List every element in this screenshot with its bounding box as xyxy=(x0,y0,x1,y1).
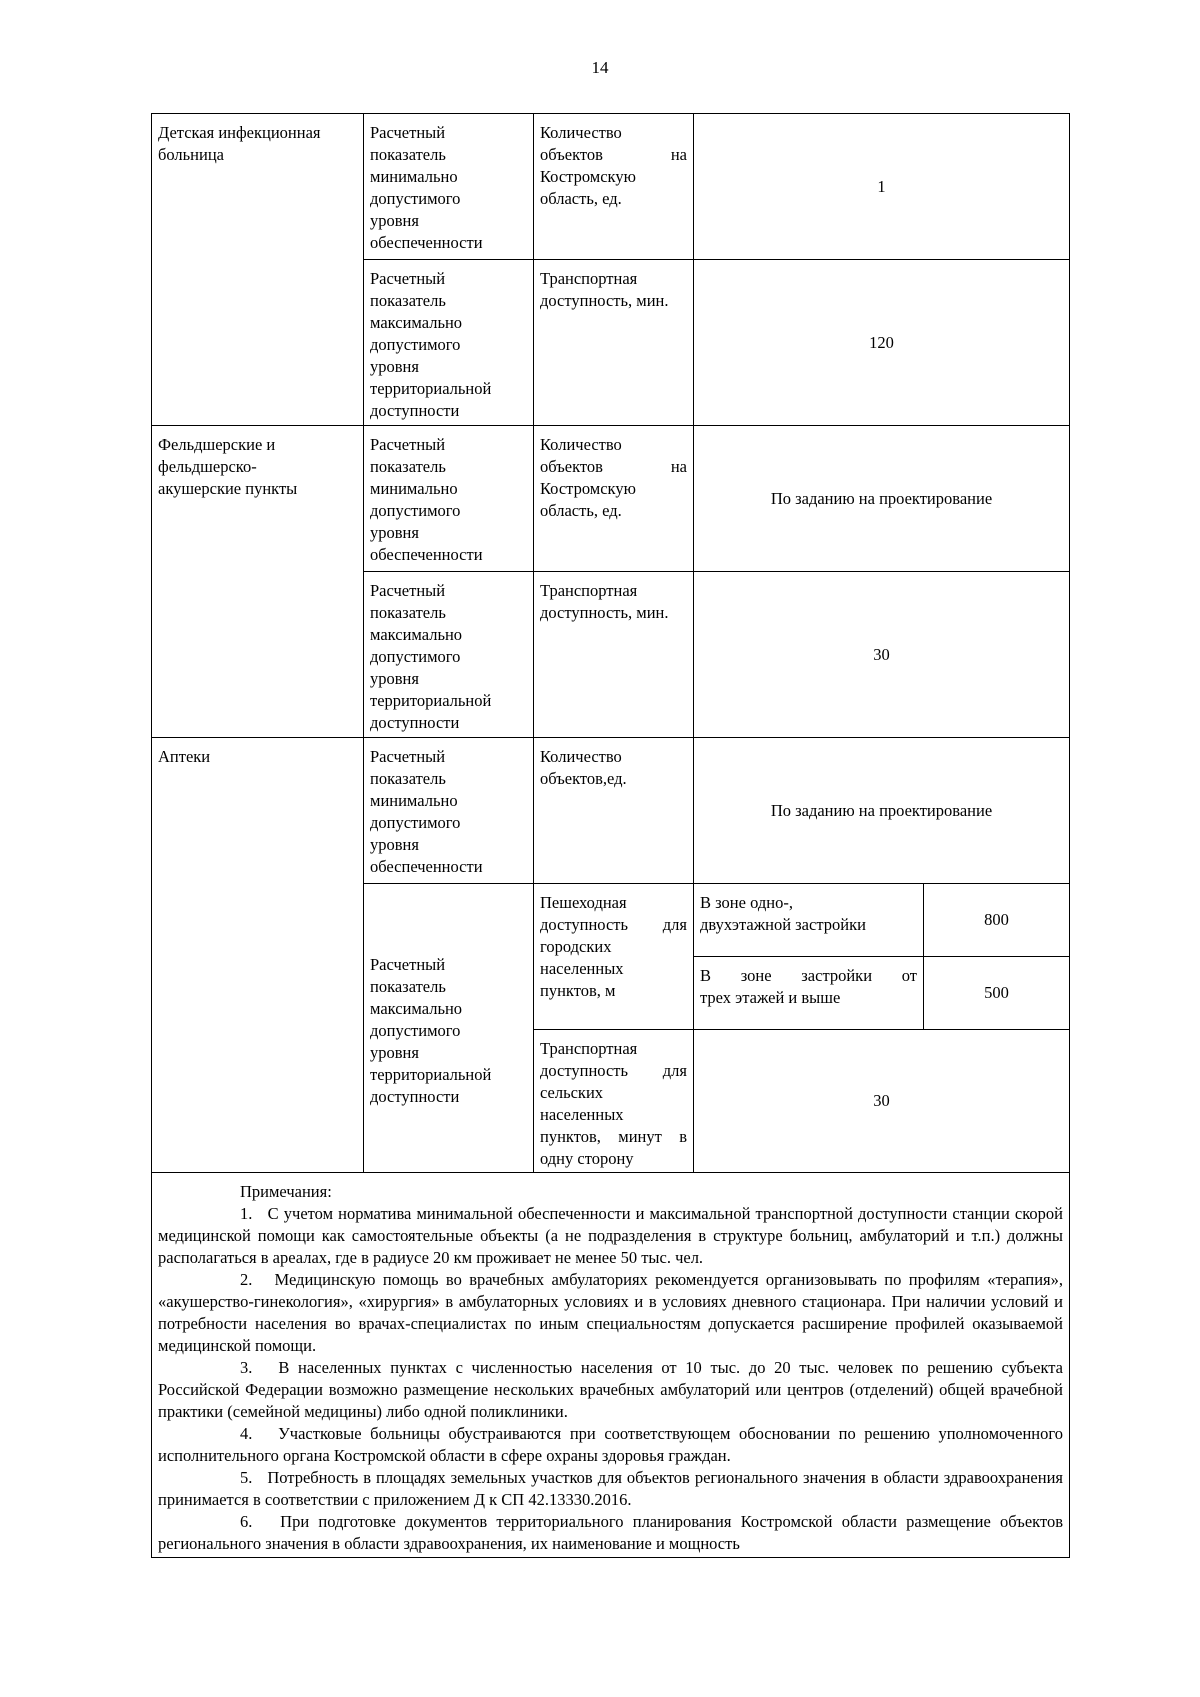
indicator-type xyxy=(364,572,534,738)
indicator-type-text: доступности xyxy=(370,401,460,420)
indicator-unit xyxy=(534,738,694,884)
indicator-unit-text: Костромскую xyxy=(540,167,636,186)
indicator-type-text: Расчетный xyxy=(370,123,446,142)
indicator-unit-text: доступность, мин. xyxy=(540,603,669,622)
indicator-type-text: доступности xyxy=(370,1087,460,1106)
indicator-value-text: 500 xyxy=(984,983,1009,1002)
facility-name-text: Фельдшерские и xyxy=(158,435,276,454)
indicator-unit-text: Количество xyxy=(540,435,622,454)
indicator-value xyxy=(924,884,1070,957)
facility-name-text: акушерские пункты xyxy=(158,479,298,498)
indicator-type xyxy=(364,738,534,884)
indicator-unit-text: Пешеходная xyxy=(540,893,627,912)
indicator-type-text: максимально xyxy=(370,999,463,1018)
indicator-type-text: Расчетный xyxy=(370,435,446,454)
facility-name-text: Детская инфекционная xyxy=(158,123,321,142)
indicator-value xyxy=(694,114,1070,260)
indicator-type-text: доступности xyxy=(370,713,460,732)
indicator-unit xyxy=(534,884,694,1030)
indicator-value xyxy=(694,1030,1070,1173)
note-paragraph: 6. При подготовке документов территориального планирования Костромской области размещение объектов регионального значения в области здравоохранения, их наименование и мощность xyxy=(158,1512,1063,1553)
indicator-unit xyxy=(534,114,694,260)
indicator-unit xyxy=(534,426,694,572)
indicator-unit-text: область, ед. xyxy=(540,501,622,520)
table-row xyxy=(152,426,1070,572)
indicator-type-text: уровня xyxy=(370,835,419,854)
indicator-unit-text: доступность, мин. xyxy=(540,291,669,310)
indicator-unit-text: доступность для xyxy=(540,1061,687,1080)
indicator-type-text: обеспеченности xyxy=(370,857,483,876)
facility-name-text: фельдшерско- xyxy=(158,457,257,476)
zone-label-text: В зоне одно-, xyxy=(700,893,793,912)
indicator-unit-text: доступность для xyxy=(540,915,687,934)
notes-title: Примечания: xyxy=(240,1182,332,1201)
indicator-type xyxy=(364,426,534,572)
indicator-type-text: уровня xyxy=(370,1043,419,1062)
indicator-unit-text: Количество xyxy=(540,123,622,142)
notes-cell xyxy=(152,1173,1070,1558)
notes-row xyxy=(152,1173,1070,1558)
indicator-type-text: допустимого xyxy=(370,189,461,208)
indicator-value xyxy=(694,738,1070,884)
note-paragraph: 2. Медицинскую помощь во врачебных амбулаториях рекомендуется организовывать по профилям «терапия», «акушерство-гинекология», «хирургия» в амбулаторных условиях и в условиях дневного стационара. При наличии условий и потребности населения во врачах-специалистах по иным специальностям допускается расширение профилей оказываемой медицинской помощи. xyxy=(158,1270,1063,1355)
indicator-type-text: показатель xyxy=(370,977,446,996)
indicator-type-text: максимально xyxy=(370,313,463,332)
indicator-unit-text: населенных xyxy=(540,959,624,978)
indicator-type-text: допустимого xyxy=(370,647,461,666)
indicator-unit-text: Транспортная xyxy=(540,1039,638,1058)
indicator-type-text: Расчетный xyxy=(370,955,446,974)
note-paragraph: 5. Потребность в площадях земельных участков для объектов регионального значения в области здравоохранения принимается в соответствии с приложением Д к СП 42.13330.2016. xyxy=(158,1468,1063,1509)
zone-label-text: В зоне застройки от xyxy=(700,966,917,985)
indicator-type xyxy=(364,884,534,1173)
facility-name xyxy=(152,738,364,1173)
indicator-unit-text: Транспортная xyxy=(540,581,638,600)
indicator-unit-text: Транспортная xyxy=(540,269,638,288)
zone-label-text: трех этажей и выше xyxy=(700,988,841,1007)
note-paragraph: 3. В населенных пунктах с численностью населения от 10 тыс. до 20 тыс. человек по решению субъекта Российской Федерации возможно размещение нескольких врачебных амбулаторий или центров (отделений) общей врачебной практики (семейной медицины) либо одной поликлиники. xyxy=(158,1358,1063,1421)
indicator-unit xyxy=(534,572,694,738)
indicator-unit xyxy=(534,260,694,426)
table-row xyxy=(152,738,1070,884)
indicator-unit-text: область, ед. xyxy=(540,189,622,208)
note-paragraph: 4. Участковые больницы обустраиваются при соответствующем обосновании по решению уполномоченного исполнительного органа Костромской области в сфере охраны здоровья граждан. xyxy=(158,1424,1063,1465)
indicator-type-text: показатель xyxy=(370,145,446,164)
indicator-type xyxy=(364,114,534,260)
indicator-type-text: Расчетный xyxy=(370,269,446,288)
indicator-unit-text: объектов на xyxy=(540,145,687,164)
indicator-unit-text: пунктов, минут в xyxy=(540,1127,687,1146)
indicator-type-text: допустимого xyxy=(370,335,461,354)
page-number: 14 xyxy=(591,58,609,77)
indicator-value-text: По заданию на проектирование xyxy=(770,800,993,820)
indicator-type-text: допустимого xyxy=(370,1021,461,1040)
facility-name xyxy=(152,114,364,426)
table-row xyxy=(152,114,1070,260)
indicator-type-text: минимально xyxy=(370,479,458,498)
indicator-type-text: обеспеченности xyxy=(370,545,483,564)
indicator-value-text: По заданию на проектирование xyxy=(770,488,993,508)
indicator-type-text: уровня xyxy=(370,357,419,376)
indicator-unit-text: объектов на xyxy=(540,457,687,476)
indicator-type-text: допустимого xyxy=(370,813,461,832)
indicator-type-text: минимально xyxy=(370,167,458,186)
indicator-type-text: территориальной xyxy=(370,1065,492,1084)
indicator-value xyxy=(694,572,1070,738)
indicator-unit-text: городских xyxy=(540,937,612,956)
indicator-value xyxy=(694,426,1070,572)
indicator-type-text: уровня xyxy=(370,669,419,688)
indicator-value xyxy=(694,260,1070,426)
indicator-type-text: Расчетный xyxy=(370,581,446,600)
facility-name xyxy=(152,426,364,738)
indicator-type-text: обеспеченности xyxy=(370,233,483,252)
indicator-value-text: 30 xyxy=(873,1091,890,1110)
indicator-value xyxy=(924,957,1070,1030)
indicator-unit-text: пунктов, м xyxy=(540,981,616,1000)
zone-label xyxy=(694,957,924,1030)
norms-table xyxy=(151,113,1070,1558)
indicator-type-text: показатель xyxy=(370,769,446,788)
indicator-unit-text: объектов,ед. xyxy=(540,769,627,788)
facility-name-text: Аптеки xyxy=(158,747,211,766)
indicator-type-text: минимально xyxy=(370,791,458,810)
zone-label xyxy=(694,884,924,957)
indicator-unit-text: Количество xyxy=(540,747,622,766)
note-paragraph: 1. С учетом норматива минимальной обеспеченности и максимальной транспортной доступности станции скорой медицинской помощи как самостоятельные объекты (а не подразделения в структуре больниц, амбулаторий и т.п.) должны располагаться в ареалах, где в радиусе 20 км проживает не менее 50 тыс. чел. xyxy=(158,1204,1063,1267)
indicator-type xyxy=(364,260,534,426)
indicator-type-text: Расчетный xyxy=(370,747,446,766)
facility-name-text: больница xyxy=(158,145,224,164)
indicator-type-text: территориальной xyxy=(370,379,492,398)
indicator-type-text: допустимого xyxy=(370,501,461,520)
indicator-unit-text: одну сторону xyxy=(540,1149,634,1168)
indicator-type-text: уровня xyxy=(370,211,419,230)
indicator-value-text: 30 xyxy=(873,644,890,664)
indicator-value-text: 800 xyxy=(984,910,1009,929)
indicator-unit-text: Костромскую xyxy=(540,479,636,498)
indicator-type-text: максимально xyxy=(370,625,463,644)
indicator-unit-text: сельских xyxy=(540,1083,604,1102)
indicator-type-text: показатель xyxy=(370,603,446,622)
indicator-type-text: уровня xyxy=(370,523,419,542)
indicator-unit xyxy=(534,1030,694,1173)
zone-label-text: двухэтажной застройки xyxy=(700,915,866,934)
indicator-unit-text: населенных xyxy=(540,1105,624,1124)
indicator-value-text: 1 xyxy=(877,176,886,196)
indicator-type-text: территориальной xyxy=(370,691,492,710)
indicator-type-text: показатель xyxy=(370,457,446,476)
indicator-type-text: показатель xyxy=(370,291,446,310)
indicator-value-text: 120 xyxy=(869,332,894,352)
